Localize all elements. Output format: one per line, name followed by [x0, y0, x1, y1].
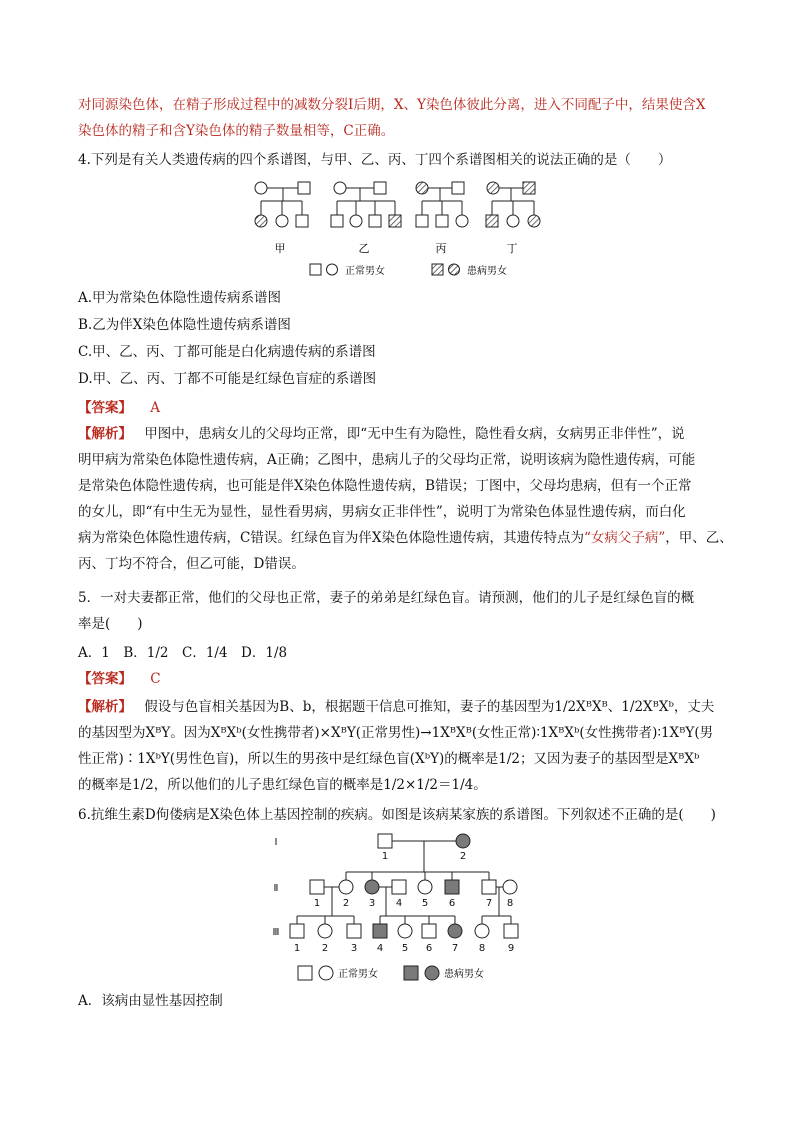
q4-analysis-highlight: “女病父子病”	[583, 530, 666, 546]
pedigree-bing	[416, 182, 468, 227]
svg-text:4: 4	[395, 898, 403, 909]
q6-legend-affected: 患病男女	[444, 969, 484, 980]
svg-text:5: 5	[421, 898, 429, 909]
q5-analysis-line-2: 的基因型为XᴮY。因为XᴮXᵇ(女性携带者)×XᴮY(正常男性)→1XᴮXᴮ(女性正常)∶1XᴮXᵇ(女性携带者)∶1XᴮY(男	[78, 725, 714, 741]
svg-text:6: 6	[448, 898, 456, 909]
svg-text:4: 4	[376, 943, 384, 954]
svg-text:8: 8	[478, 943, 486, 954]
q4-option-b: B.乙为伴X染色体隐性遗传病系谱图	[78, 317, 291, 333]
pedigree-label-jia: 甲	[274, 242, 286, 255]
q5-stem-line-1: 5．一对夫妻都正常，他们的父母也正常，妻子的弟弟是红绿色盲。请预测，他们的儿子是红绿色盲的概	[78, 590, 695, 606]
svg-text:1: 1	[381, 851, 389, 862]
svg-text:1: 1	[293, 943, 301, 954]
q5-answer-value: C	[150, 671, 161, 687]
q4-stem: 4.下列是有关人类遗传病的四个系谱图，与甲、乙、丙、丁四个系谱图相关的说法正确的是（ ）	[78, 152, 672, 168]
q5-answer	[78, 666, 728, 692]
pedigree-yi	[331, 182, 401, 227]
q6-option-a: A．该病由显性基因控制	[78, 993, 223, 1009]
q4-analysis-line-3: 是常染色体隐性遗传病，也可能是伴X染色体隐性遗传病，B错误；丁图中，父母均患病，但有一个正常	[78, 478, 692, 494]
q4-pedigree-figure	[240, 172, 560, 282]
svg-text:2: 2	[342, 898, 350, 909]
q5-analysis-line-3: 性正常)∶1XᵇY(男性色盲)，所以生的男孩中是红绿色盲(XᵇY)的概率是1/2；又因为妻子的基因型是XᴮXᵇ	[78, 751, 700, 767]
q4-analysis-line-6: 丙、丁均不符合，但乙可能，D错误。	[78, 556, 305, 572]
intro-line-2: 染色体的精子和含Y染色体的精子数量相等，C正确。	[78, 123, 395, 139]
gen-label-3: Ⅲ	[272, 927, 280, 938]
gen-label-2: Ⅱ	[273, 883, 279, 894]
q4-analysis-tag: 【解析】	[78, 426, 132, 442]
q4-analysis-line-2: 明甲病为常染色体隐性遗传病，A正确；乙图中，患病儿子的父母均正常，说明该病为隐性遗传病，可能	[78, 452, 696, 468]
gen-label-1: Ⅰ	[274, 837, 278, 848]
intro-line-1: 对同源染色体，在精子形成过程中的减数分裂Ⅰ后期，X、Y染色体彼此分离，进入不同配子中，结果使含X	[78, 97, 706, 113]
pedigree-label-bing: 丙	[435, 242, 447, 255]
svg-text:6: 6	[425, 943, 433, 954]
svg-text:9: 9	[507, 943, 515, 954]
q4-answer	[78, 395, 728, 421]
pedigree-ding	[486, 182, 540, 227]
q4-option-a: A.甲为常染色体隐性遗传病系谱图	[78, 290, 282, 306]
q4-legend-affected: 患病男女	[467, 266, 507, 277]
pedigree-jia	[255, 182, 310, 227]
q5-analysis-tag: 【解析】	[78, 699, 132, 715]
q4-answer-value: A	[150, 400, 161, 416]
pedigree-label-ding: 丁	[506, 242, 518, 255]
svg-text:1: 1	[313, 898, 321, 909]
q6-pedigree-figure	[262, 828, 542, 988]
q5-analysis-line-1: 【解析】 假设与色盲相关基因为B、b，根据题干信息可推知，妻子的基因型为1/2XᴮXᴮ、1/2XᴮXᵇ，丈夫	[78, 699, 715, 715]
svg-text:5: 5	[401, 943, 409, 954]
q4-option-c: C.甲、乙、丙、丁都可能是白化病遗传病的系谱图	[78, 344, 376, 360]
svg-text:7: 7	[485, 898, 493, 909]
svg-text:8: 8	[506, 898, 514, 909]
q4-answer-tag: 【答案】	[78, 400, 132, 416]
q4-analysis-line-5: 病为常染色体隐性遗传病，C错误。红绿色盲为伴X染色体隐性遗传病，其遗传特点为“女病父子病”，甲、乙、	[78, 530, 733, 546]
svg-text:7: 7	[451, 943, 459, 954]
q5-analysis-line-4: 的概率是1/2，所以他们的儿子患红绿色盲的概率是1/2×1/2＝1/4。	[78, 777, 487, 793]
svg-text:2: 2	[321, 943, 329, 954]
svg-text:2: 2	[459, 851, 467, 862]
q5-stem-line-2: 率是( )	[78, 616, 143, 632]
q4-analysis-line-1: 【解析】 甲图中，患病女儿的父母均正常，即“无中生有为隐性，隐性看女病，女病男正非伴性”，说	[78, 426, 685, 442]
svg-text:3: 3	[368, 898, 376, 909]
q4-analysis-line-4: 的女儿，即“有中生无为显性，显性看男病，男病女正非伴性”，说明丁为常染色体显性遗传病，而白化	[78, 504, 686, 520]
q6-stem: 6.抗维生素D佝偻病是X染色体上基因控制的疾病。如图是该病某家族的系谱图。下列叙述不正确的是( )	[78, 807, 716, 823]
svg-text:3: 3	[350, 943, 358, 954]
q4-option-d: D.甲、乙、丙、丁都不可能是红绿色盲症的系谱图	[78, 371, 377, 387]
pedigree-label-yi: 乙	[358, 242, 370, 255]
q6-legend-normal: 正常男女	[338, 969, 378, 980]
q5-options: A．1 B．1/2 C．1/4 D．1/8	[78, 645, 288, 661]
q5-answer-tag: 【答案】	[78, 671, 132, 687]
q4-legend-normal: 正常男女	[345, 266, 385, 277]
